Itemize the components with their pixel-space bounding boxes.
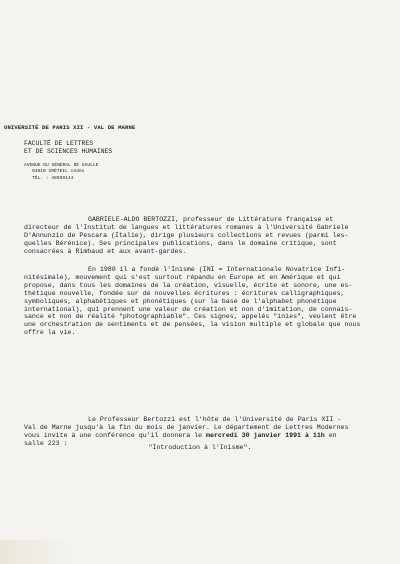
paragraph-invitation [24, 416, 376, 448]
phone-number: TÉL. : 48989144 [32, 175, 74, 181]
text-line: sance et non de réalité "photographiable". Ces signes, appelés "inies", veulent être [24, 313, 357, 321]
text-line: consacrées à Rimbaud et aux avant-gardes. [24, 247, 187, 255]
text-line: D'Annunzio de Pescara (Italie), dirige plusieurs collections et revues (parmi les- [24, 231, 349, 239]
text-line: GABRIELE-ALDO BERTOZZI, professeur de Littérature française et [88, 216, 334, 223]
faculty-line-1: FACULTÉ DE LETTRES [24, 140, 94, 147]
text-line: nitésimale), mouvement qui s'est surtout répandu en Europe et en Amérique et qui [24, 273, 341, 281]
faculty-name [24, 140, 214, 157]
text-line: propose, dans tous les domaines de la création, visuelle, écrite et sonore, une es- [24, 281, 353, 289]
letterhead [4, 124, 214, 182]
address-street: AVENUE DU GÉNÉRAL DE GAULLE [24, 162, 99, 168]
text-line: Val de Marne jusqu'à la fin du mois de janvier. Le département de Lettres Modernes [24, 423, 349, 431]
conference-title: "Introduction à l'Inisme". [148, 444, 252, 451]
text-line: thétique nouvelle, fondée sur de nouvelles écritures : écritures calligraphiques, [24, 289, 345, 297]
text-line: international), qui prennent une valeur de création et non d'imitation, de connais- [24, 305, 353, 313]
room-line: salle 223 : [24, 439, 68, 447]
text-line: vous invite à une conférence qu'il donnera le mercredi 30 janvier 1991 à 11h en [24, 431, 337, 439]
author-name: GABRIELE-ALDO BERTOZZI [88, 216, 176, 223]
text-line: quelles Bérénice). Ses principales publications, dans le domaine critique, sont [24, 239, 337, 247]
text-line: une orchestration de sentiments et de pensées, la vision multiple et globale que nous [24, 321, 361, 329]
faculty-line-2: ET DE SCIENCES HUMAINES [24, 148, 113, 156]
text-line: directeur de l'Institut de langues et littératures romanes à l'Université Gabriele [24, 223, 349, 231]
address-city: 94010 CRÉTEIL cedex [32, 169, 85, 175]
paragraph-inisme [24, 266, 376, 337]
text-line: offre la vie. [24, 329, 76, 337]
paragraph-bio [24, 216, 376, 256]
text-line: En 1980 il a fondé l'Inisme (INI = Internationale Novatrice Infi- [88, 266, 346, 273]
conference-date: mercredi 30 janvier 1991 à 11h [206, 431, 325, 439]
text-line: symboliques, alphabétiques et phonétiques (sur la base de l'alphabet phonétique [24, 297, 337, 305]
university-name: UNIVERSITÉ DE PARIS XII - VAL DE MARNE [4, 124, 136, 131]
text-line: Le Professeur Bertozzi est l'hôte de l'Université de Paris XII - [88, 416, 342, 423]
paper-stain [0, 540, 70, 564]
address-block [24, 163, 214, 182]
